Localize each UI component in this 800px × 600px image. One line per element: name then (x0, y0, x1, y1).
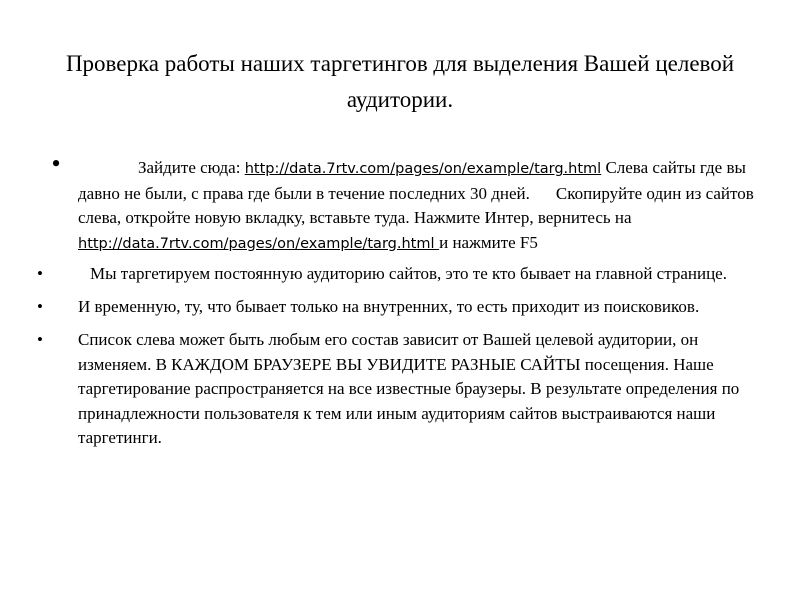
targeting-demo-link[interactable]: http://data.7rtv.com/pages/on/example/targ.html (244, 161, 602, 177)
bullet-item-permanent-audience (30, 262, 760, 287)
bullet-item-site-list (30, 328, 760, 451)
instructions-part3: Скопируйте один из сайтов слева, откройте новую вкладку, вставьте туда. Нажмите Интер, вернитесь на (78, 183, 754, 227)
bullet-list (30, 149, 760, 459)
bullet-icon: • (51, 149, 61, 178)
instructions-part4: и нажмите F5 (439, 232, 538, 252)
bullet-icon: • (37, 330, 43, 349)
bullet-icon: • (37, 264, 43, 283)
instructions-part2: Слева сайты где вы давно не были, с права где были в течение последних 30 дней. (78, 158, 746, 203)
temporary-audience-text: И временную, ту, что бывает только на внутренних, то есть приходит из поисковиков. (78, 297, 700, 316)
targeting-demo-link-2[interactable]: http://data.7rtv.com/pages/on/example/targ.html (78, 235, 440, 252)
bullet-icon: • (37, 297, 43, 316)
slide-title: Проверка работы наших таргетингов для выделения Вашей целевой аудитории. (65, 51, 735, 112)
permanent-audience-text: Мы таргетируем постоянную аудиторию сайтов, это те кто бывает на главной странице. (90, 264, 727, 283)
instructions-intro: Зайдите сюда: (138, 158, 245, 177)
bullet-item-temporary-audience (30, 295, 760, 320)
site-list-text: Список слева может быть любым его состав зависит от Вашей целевой аудитории, он изменяем. В КАЖДОМ БРАУЗЕРЕ ВЫ УВИДИТЕ РАЗНЫЕ САЙТЫ посещения. Наше таргетирование распространяется на все известные браузеры. В результате определения по принадлежности пользователя к тем или иным аудиториям сайтов выстраиваются наши таргетинги. (78, 330, 740, 447)
bullet-item-instructions (30, 149, 760, 256)
